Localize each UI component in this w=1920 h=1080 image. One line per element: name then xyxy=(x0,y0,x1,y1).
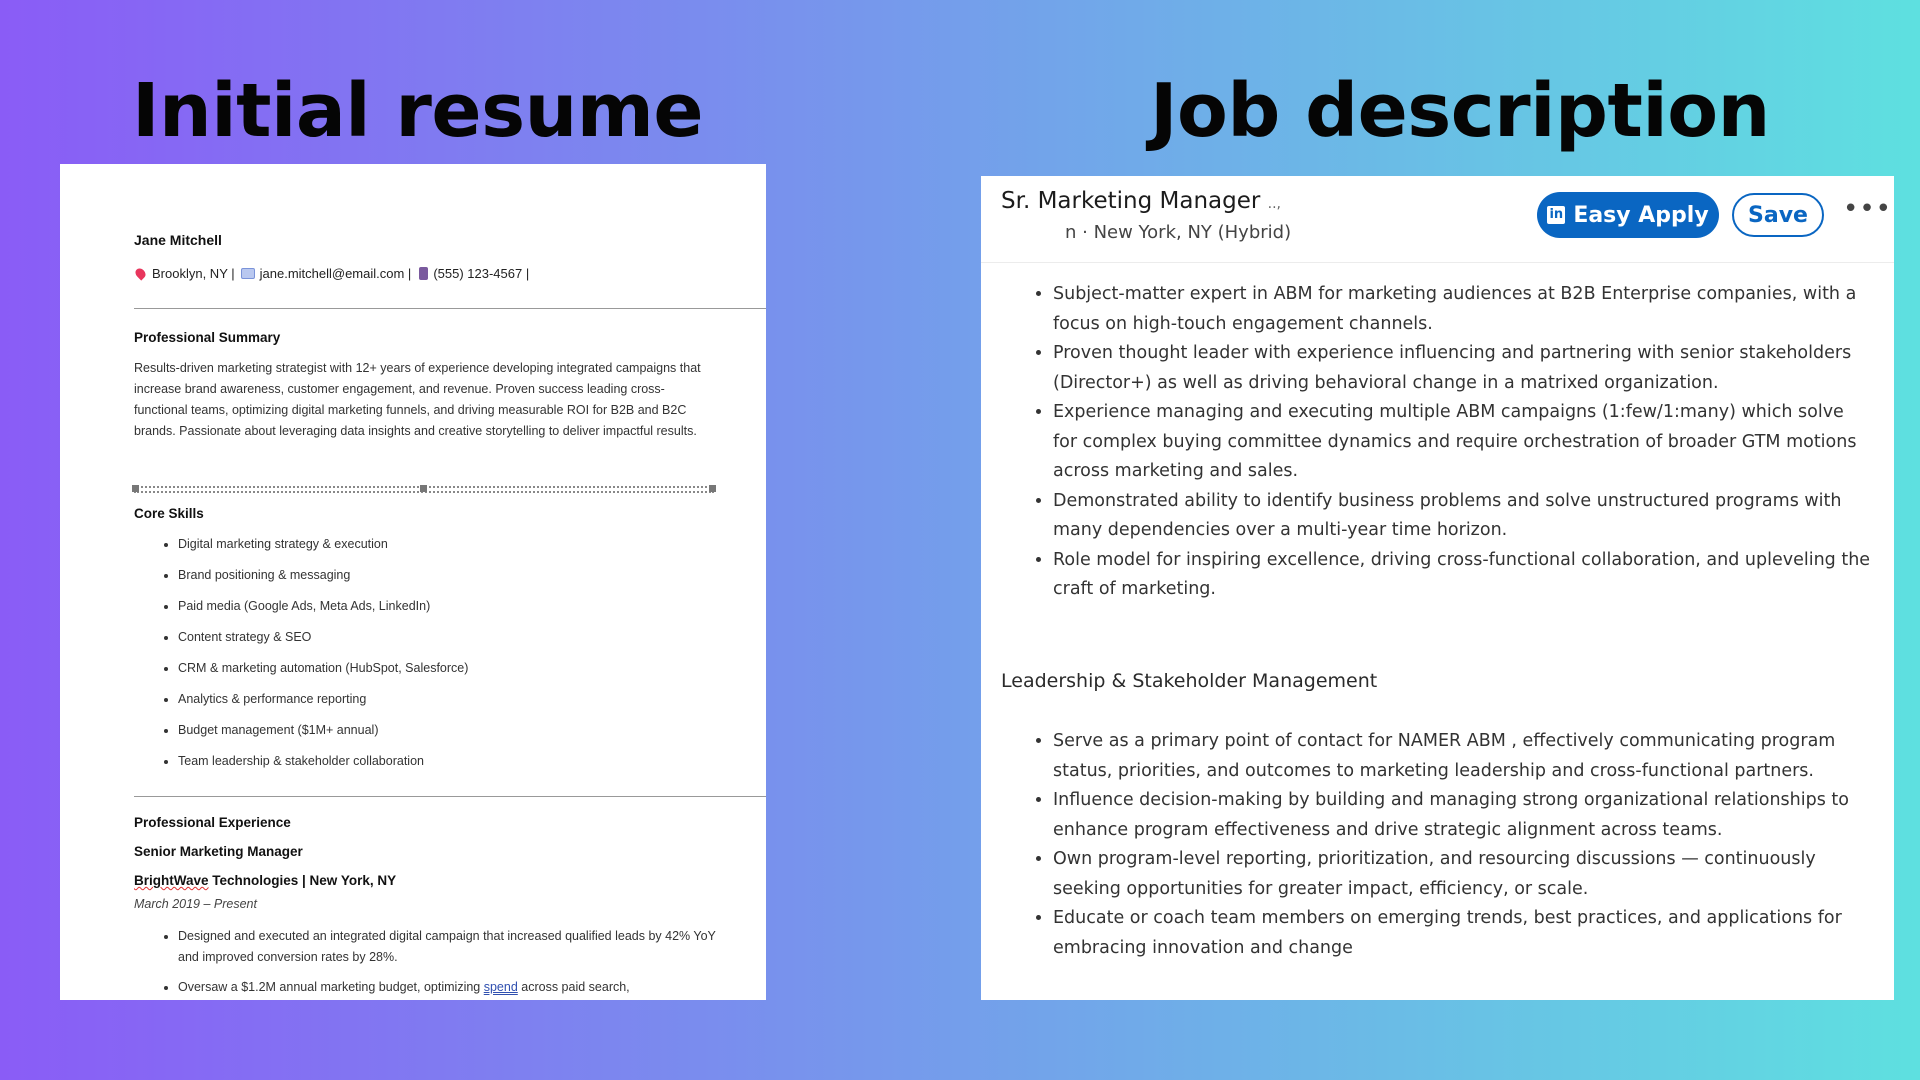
bullet-text: across paid search, xyxy=(517,980,630,994)
leadership-list xyxy=(1029,727,1873,963)
email-icon xyxy=(241,268,255,279)
contact-phone: (555) 123-4567 | xyxy=(433,266,530,281)
grammar-flag-word[interactable]: spend xyxy=(483,980,518,994)
resume-document xyxy=(60,164,766,1000)
location-pin-icon xyxy=(133,266,147,280)
list-item xyxy=(178,977,718,998)
contact-email[interactable]: jane.mitchell@email.com | xyxy=(259,266,412,281)
list-item: • Influence decision-making by building and managing strong organizational relationships to enhance program effectiveness and drive strategic alignment across teams. xyxy=(1053,786,1873,845)
list-item: • Budget management ($1M+ annual) xyxy=(178,720,468,751)
list-item: • Analytics & performance reporting xyxy=(178,689,468,720)
job-header xyxy=(981,176,1894,263)
list-item: • Team leadership & stakeholder collaboration xyxy=(178,751,468,782)
divider xyxy=(134,796,766,797)
resize-handle-middle[interactable] xyxy=(420,485,427,492)
job-description-panel xyxy=(981,176,1894,1000)
list-item: • Paid media (Google Ads, Meta Ads, LinkedIn) xyxy=(178,596,468,627)
more-options-icon[interactable]: ••• xyxy=(1843,194,1893,224)
experience-dates: March 2019 – Present xyxy=(134,897,257,911)
list-item: • Serve as a primary point of contact for NAMER ABM , effectively communicating program status, priorities, and outcomes to marketing leadership and cross-functional partners. xyxy=(1053,727,1873,786)
list-item: • Educate or coach team members on emerging trends, best practices, and applications for embracing innovation and change xyxy=(1053,904,1873,963)
list-item: • Demonstrated ability to identify business problems and solve unstructured programs with many dependencies over a multi-year time horizon. xyxy=(1053,487,1873,546)
list-item: • CRM & marketing automation (HubSpot, Salesforce) xyxy=(178,658,468,689)
save-button[interactable]: Save xyxy=(1732,193,1824,237)
spellcheck-word[interactable]: BrightWave xyxy=(134,873,209,888)
phone-icon xyxy=(419,267,428,280)
job-title-fragment: .., xyxy=(1267,196,1281,212)
list-item: • Experience managing and executing multiple ABM campaigns (1:few/1:many) which solve for complex buying committee dynamics and require orchestration of broader GTM motions across marketing and sales. xyxy=(1053,398,1873,487)
selected-divider[interactable] xyxy=(134,486,714,493)
requirements-list xyxy=(1029,280,1873,605)
list-item: • Subject-matter expert in ABM for marketing audiences at B2B Enterprise companies, with a focus on high-touch engagement channels. xyxy=(1053,280,1873,339)
skills-heading: Core Skills xyxy=(134,506,204,521)
company-location: Technologies | New York, NY xyxy=(208,873,397,888)
summary-text: Results-driven marketing strategist with 12+ years of experience developing integrated campaigns that increase brand awareness, customer engagement, and revenue. Proven success leading cross-functional teams, optimizing digital marketing funnels, and driving measurable ROI for B2B and B2C brands. Passionate about leveraging data insights and creative storytelling to deliver impactful results. xyxy=(134,361,701,438)
experience-bullets xyxy=(160,926,718,1000)
summary-heading: Professional Summary xyxy=(134,330,281,345)
skills-list xyxy=(160,534,468,782)
list-item: • Designed and executed an integrated digital campaign that increased qualified leads by 42% YoY and improved conversion rates by 28%. xyxy=(178,926,718,968)
divider xyxy=(134,308,766,309)
contact-location: Brooklyn, NY | xyxy=(152,266,235,281)
experience-heading: Professional Experience xyxy=(134,815,291,830)
resize-handle-left[interactable] xyxy=(132,485,139,492)
bullet-text: Oversaw a $1.2M annual marketing budget, optimizing xyxy=(178,980,484,994)
experience-job-title: Senior Marketing Manager xyxy=(134,844,303,859)
resume-name: Jane Mitchell xyxy=(134,232,222,248)
list-item: • Own program-level reporting, prioritization, and resourcing discussions — continuously seeking opportunities for greater impact, efficiency, or scale. xyxy=(1053,845,1873,904)
list-item: • Brand positioning & messaging xyxy=(178,565,468,596)
list-item: • Content strategy & SEO xyxy=(178,627,468,658)
heading-job-description: Job description xyxy=(1150,68,1770,154)
job-location: n · New York, NY (Hybrid) xyxy=(1065,222,1292,243)
list-item: • Role model for inspiring excellence, driving cross-functional collaboration, and upleveling the craft of marketing. xyxy=(1053,546,1873,605)
job-title xyxy=(1001,188,1281,214)
heading-initial-resume: Initial resume xyxy=(132,68,704,154)
experience-company xyxy=(134,873,396,888)
leadership-heading: Leadership & Stakeholder Management xyxy=(1001,670,1378,692)
resume-contact-line xyxy=(134,266,529,281)
job-title-text: Sr. Marketing Manager xyxy=(1001,188,1261,214)
list-item: • Digital marketing strategy & execution xyxy=(178,534,468,565)
easy-apply-label: Easy Apply xyxy=(1573,202,1709,228)
list-item: • Proven thought leader with experience influencing and partnering with senior stakeholders (Director+) as well as driving behavioral change in a matrixed organization. xyxy=(1053,339,1873,398)
easy-apply-button[interactable] xyxy=(1537,192,1719,238)
linkedin-icon: in xyxy=(1547,206,1565,224)
resize-handle-right[interactable] xyxy=(709,485,716,492)
